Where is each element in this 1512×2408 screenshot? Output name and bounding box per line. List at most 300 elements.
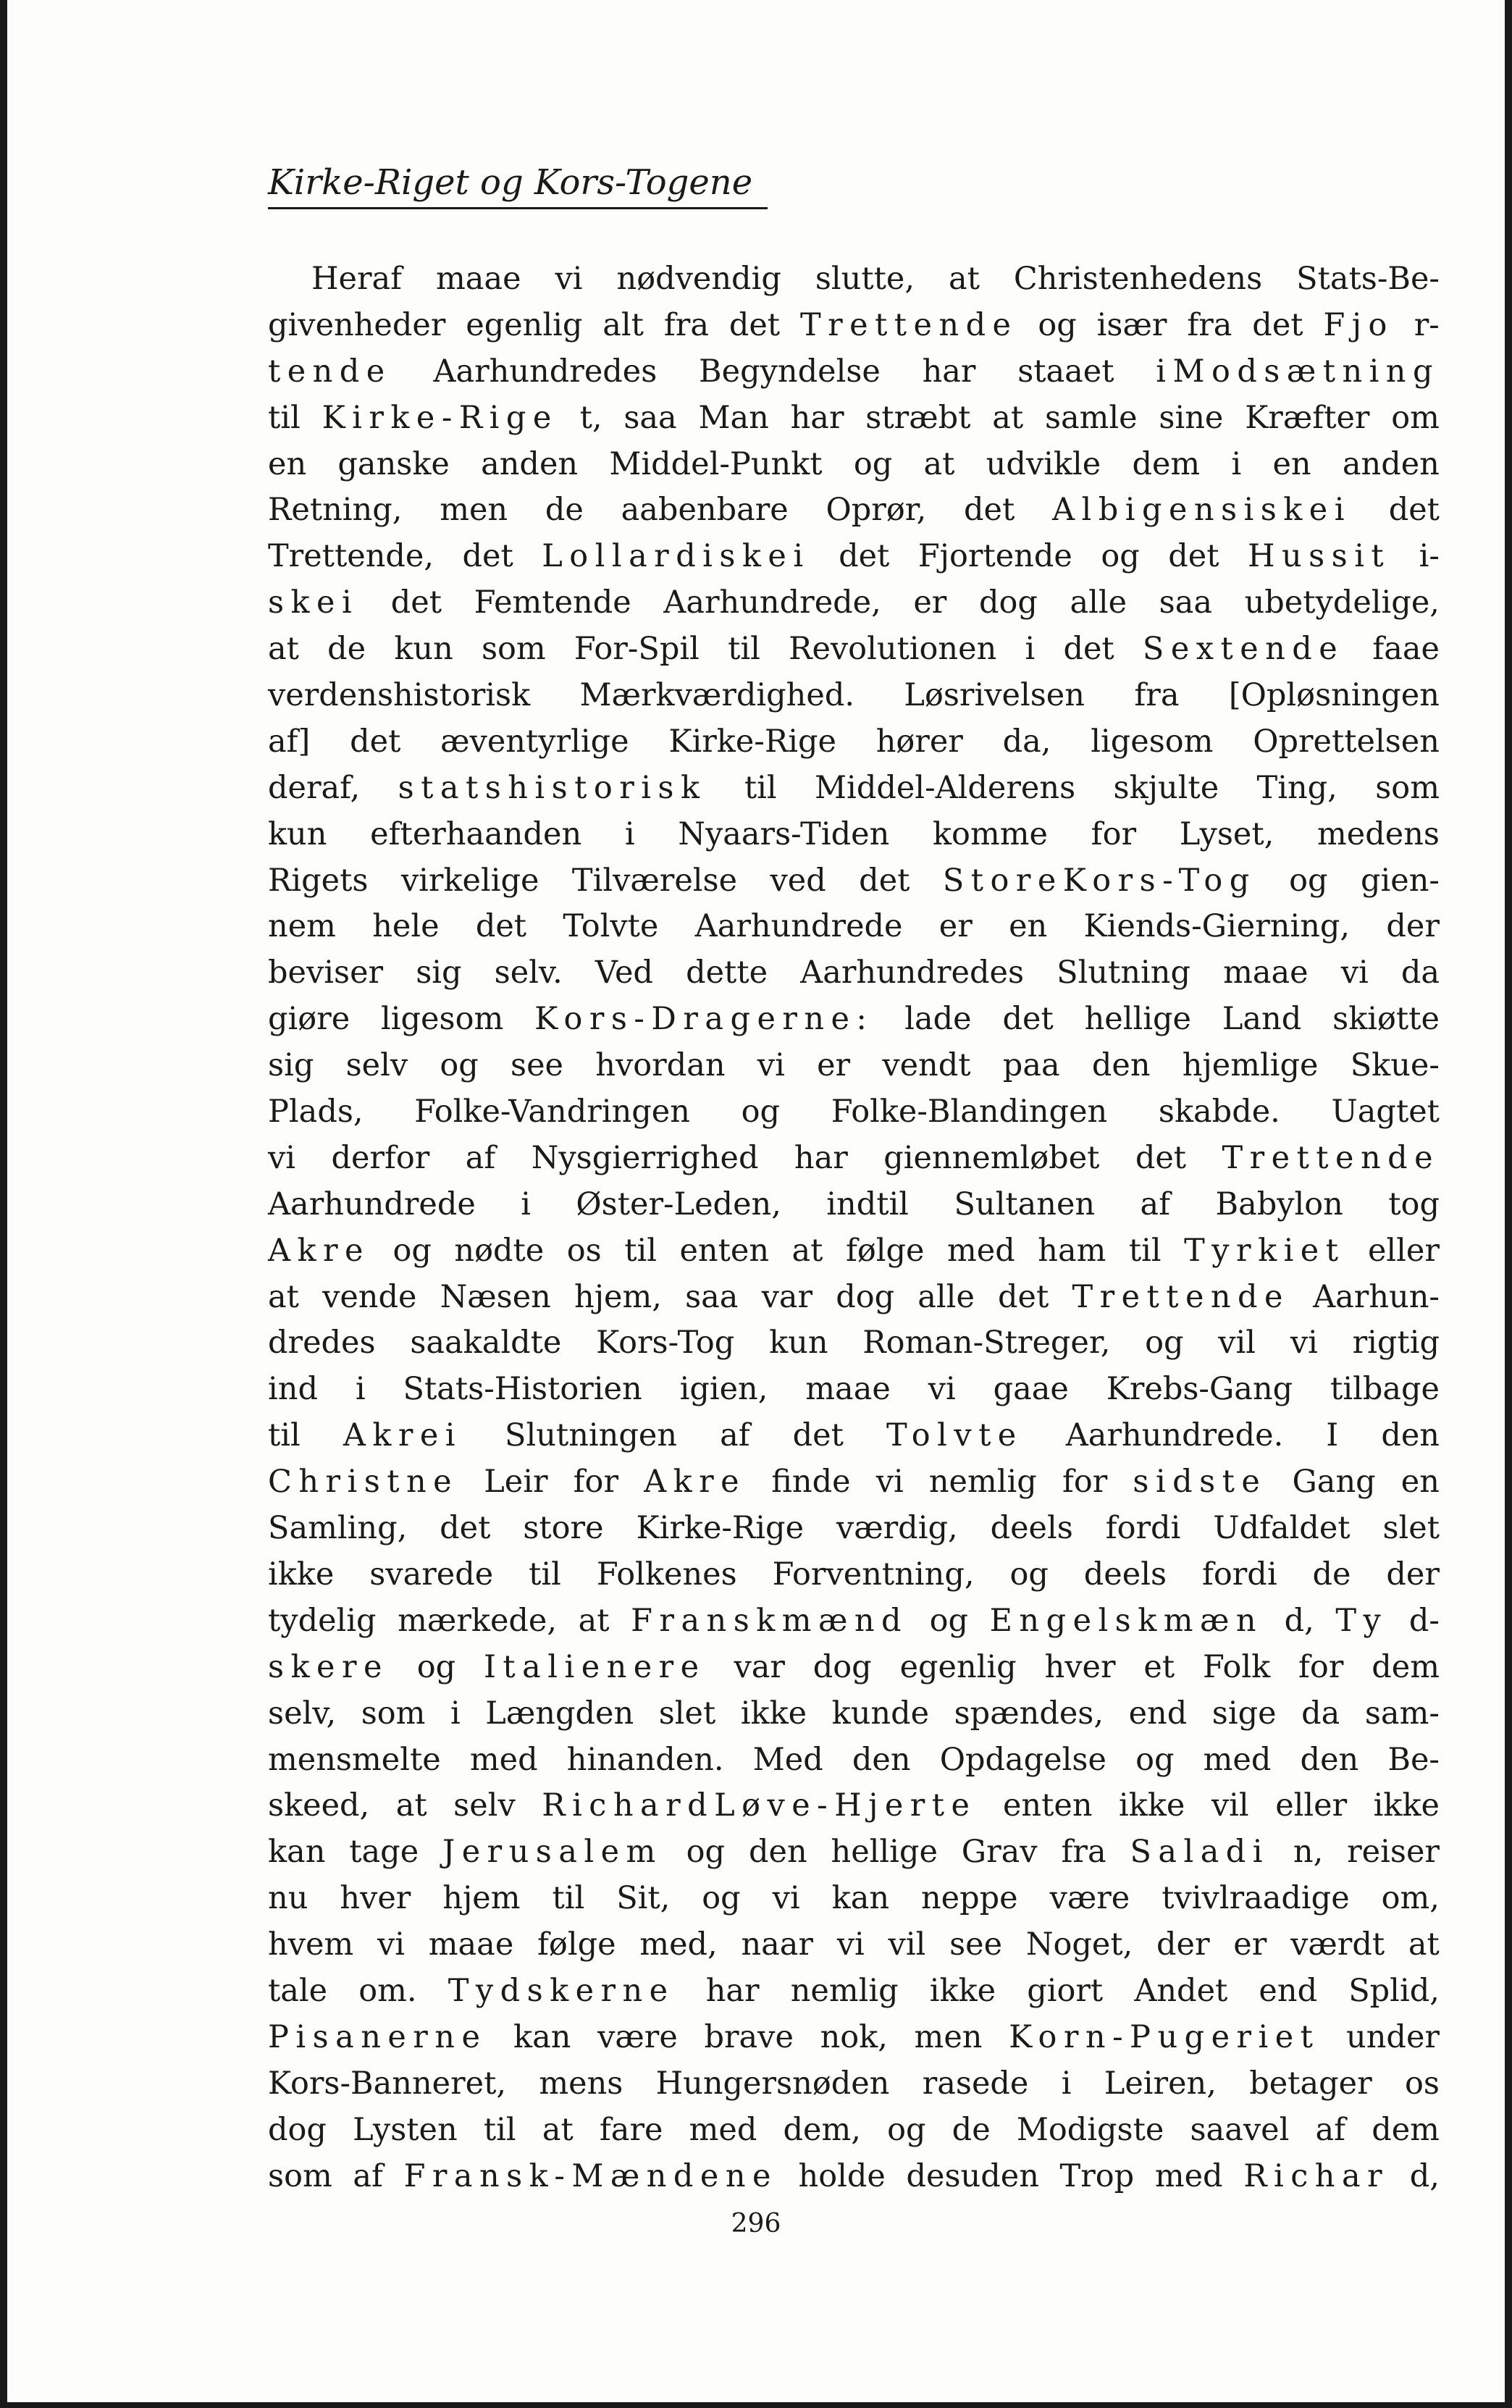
word: Sit, [616, 1880, 671, 1917]
word: Tyrkiet [1184, 1232, 1345, 1269]
text-line [268, 261, 1440, 307]
word: hvordan [595, 1047, 726, 1084]
word: fare [599, 2111, 663, 2148]
text-line [268, 1695, 1440, 1742]
word: den [1091, 1047, 1151, 1084]
word: Trettende [1222, 1139, 1440, 1176]
word: igien, [679, 1371, 768, 1408]
word: til [483, 2111, 516, 2148]
word: Udfaldet [1213, 1510, 1351, 1547]
word: Franskmænd [631, 1602, 908, 1639]
word: dredes [268, 1325, 376, 1362]
word: Grav [961, 1834, 1038, 1871]
word: Land [1222, 1001, 1302, 1038]
text-line [268, 584, 1440, 631]
word: Lollardiskei [542, 538, 810, 575]
word: Andet [1134, 1972, 1228, 2009]
word: til [268, 1417, 301, 1454]
word: Sextende [1142, 631, 1345, 668]
word: det [350, 723, 401, 760]
text-line [268, 307, 1440, 353]
word: Saladi [1130, 1834, 1269, 1871]
text-line [268, 1047, 1440, 1094]
word: sig [268, 1047, 314, 1084]
word: hjem [442, 1880, 521, 1917]
word: det [1252, 306, 1303, 343]
word: værdig, [836, 1510, 958, 1547]
word: giennemløbet [883, 1139, 1100, 1176]
word: Revolutionen [789, 631, 997, 668]
word: hele [372, 908, 440, 945]
word: hver [1044, 1648, 1116, 1685]
word: staaet [1017, 353, 1114, 390]
word: den [852, 1741, 911, 1778]
word: følge [537, 1926, 616, 1963]
word: da [1301, 1695, 1340, 1732]
word: Trettende, [268, 538, 434, 575]
word: vi [555, 261, 583, 297]
word: med [947, 1232, 1015, 1269]
word: kunde [831, 1695, 930, 1732]
word: sine [1159, 399, 1224, 436]
word: en [1272, 445, 1311, 482]
word: For-Spil [574, 631, 700, 668]
text-line [268, 1094, 1440, 1140]
word: tilbage [1330, 1371, 1440, 1408]
text-line [268, 1834, 1440, 1880]
word: det [475, 908, 527, 945]
word: og [1101, 538, 1140, 575]
text-line [268, 908, 1440, 955]
word: hellige [831, 1834, 938, 1871]
word: fra [1187, 306, 1232, 343]
word: egenlig [466, 306, 583, 343]
word: Aarhundrede, [663, 584, 881, 621]
word: og [392, 1232, 432, 1269]
word: har [705, 1972, 760, 2009]
text-line [268, 631, 1440, 677]
word: at [268, 1278, 299, 1315]
text-line [268, 1510, 1440, 1556]
word: Krebs-Gang [1106, 1371, 1293, 1408]
text-line [268, 1742, 1440, 1788]
word: om, [1381, 1880, 1440, 1917]
word: dem [1372, 2111, 1440, 2148]
text-line [268, 723, 1440, 770]
word: Be- [1387, 1741, 1440, 1778]
word: og [440, 1047, 479, 1084]
word: nødvendig [616, 261, 781, 297]
word: Plads, [268, 1094, 364, 1130]
word: af [720, 1417, 750, 1454]
word: ind [268, 1371, 318, 1408]
word: ikke [740, 1695, 807, 1732]
word: saa [623, 399, 677, 436]
word: sam- [1364, 1695, 1440, 1732]
word: Folkenes [596, 1556, 737, 1593]
word: desuden [906, 2157, 1039, 2194]
word: r- [1414, 306, 1440, 343]
text-line [268, 2112, 1440, 2158]
word: og [416, 1648, 456, 1685]
text-line [268, 677, 1440, 723]
word: kun [394, 631, 453, 668]
word: Med [752, 1741, 823, 1778]
word: alle [917, 1278, 975, 1315]
word: ligesom [381, 1001, 504, 1038]
word: Ting, [1256, 769, 1337, 806]
word: for [573, 1464, 618, 1501]
word: kan [513, 2018, 571, 2055]
word: skabde. [1158, 1094, 1280, 1130]
word: den [748, 1834, 807, 1871]
text-line [268, 1371, 1440, 1417]
word: maae [436, 261, 521, 297]
word: Slutning [1057, 955, 1190, 991]
word: og [686, 1834, 726, 1871]
word: dem [1132, 445, 1201, 482]
word: see [949, 1926, 1003, 1963]
word: ikke [1119, 1787, 1185, 1824]
word: til [728, 631, 760, 668]
word: Kiends-Gierning, [1083, 908, 1351, 945]
word: har [922, 353, 976, 390]
word: Trettende [1072, 1278, 1290, 1315]
word: Kræfter [1245, 399, 1370, 436]
text-line [268, 1556, 1440, 1603]
word: skei [268, 584, 359, 621]
word: og [1038, 306, 1077, 343]
text-line [268, 1001, 1440, 1047]
word: vende [322, 1278, 417, 1315]
word: en [1009, 908, 1048, 945]
word: alt [602, 306, 644, 343]
word: Leiren, [1104, 2065, 1217, 2102]
word: Akrei [343, 1417, 462, 1454]
word: Oprettelsen [1253, 723, 1440, 760]
word: Tolvte [886, 1417, 1023, 1454]
word: alle [1070, 584, 1127, 621]
text-line [268, 1233, 1440, 1279]
word: der [1386, 1556, 1440, 1593]
word: dem [1372, 1648, 1440, 1685]
word: vi [268, 1139, 296, 1176]
word: fordi [1105, 1510, 1181, 1547]
word: nem [268, 908, 336, 945]
word: det [792, 1417, 844, 1454]
word: Albigensiskei [1052, 492, 1351, 529]
word: Kors-Banneret, [268, 2065, 507, 2102]
word: som [481, 631, 546, 668]
word: spændes, [954, 1695, 1104, 1732]
word: tydelig [268, 1602, 377, 1639]
word: der [1386, 908, 1440, 945]
word: ham [1038, 1232, 1106, 1269]
word: rasede [922, 2065, 1029, 2102]
word: i [1025, 631, 1036, 668]
word: i [1231, 445, 1242, 482]
word: var [734, 1648, 785, 1685]
word: Kirke-Rige [322, 399, 558, 436]
word: Richar [1243, 2157, 1390, 2194]
word: maae [1223, 955, 1309, 991]
word: Tydskerne [448, 1972, 675, 2009]
word: da, [1002, 723, 1051, 760]
word: os [566, 1232, 602, 1269]
word: men [914, 2018, 983, 2055]
word: saavel [1190, 2111, 1290, 2148]
word: det [1063, 631, 1114, 668]
word: komme [933, 815, 1048, 852]
word: Aarhundrede [694, 908, 903, 945]
word: mens [539, 2065, 623, 2102]
word: statshistorisk [398, 769, 707, 806]
word: at [578, 1602, 610, 1639]
word: I [1326, 1417, 1339, 1454]
word: Aarhundredes [433, 353, 658, 390]
word: dog [812, 1648, 872, 1685]
word: tende [268, 353, 392, 390]
word: sige [1211, 1695, 1277, 1732]
word: RichardLøve-Hjerte [542, 1787, 977, 1824]
word: os [1404, 2065, 1440, 2102]
word: fordi [1201, 1556, 1277, 1593]
word: hinanden. [566, 1741, 724, 1778]
word: hver [340, 1880, 411, 1917]
word: maae [428, 1926, 514, 1963]
text-line [268, 2158, 1440, 2204]
word: Heraf [311, 261, 403, 297]
word: dog [978, 584, 1038, 621]
word: Mærkværdighed. [579, 677, 855, 714]
word: det [1168, 538, 1219, 575]
word: hjem, [574, 1278, 662, 1315]
text-line [268, 1464, 1440, 1510]
word: Stats-Be- [1296, 261, 1440, 297]
word: skjulte [1113, 769, 1219, 806]
running-head: Kirke-Riget og Kors-Togene [268, 159, 768, 209]
word: eller [1367, 1232, 1440, 1269]
word: Kors-Tog [596, 1325, 735, 1362]
word: beviser [268, 955, 384, 991]
word: Aarhundredes [800, 955, 1025, 991]
word: givenheder [268, 306, 446, 343]
word: Christenhedens [1013, 261, 1263, 297]
word: Babylon [1215, 1186, 1343, 1222]
word: t, [579, 399, 602, 436]
word: skiøtte [1332, 1001, 1440, 1038]
word: hellige [1084, 1001, 1191, 1038]
word: Gang [1292, 1464, 1376, 1501]
text-line [268, 955, 1440, 1001]
word: og [929, 1602, 968, 1639]
scan-border-left [0, 0, 7, 2408]
word: mærkede, [398, 1602, 558, 1639]
word: værdt [1290, 1926, 1385, 1963]
text-line [268, 400, 1440, 446]
word: stræbt [865, 399, 971, 436]
word: i [624, 815, 635, 852]
word: de [952, 2111, 991, 2148]
word: Kirke-Rige [636, 1510, 805, 1547]
word: Kors-Dragerne: [534, 1001, 874, 1038]
text-line [268, 2019, 1440, 2065]
word: kan [831, 1880, 890, 1917]
word: Femtende [474, 584, 631, 621]
word: Italienere [483, 1648, 706, 1685]
word: virkelige [400, 862, 539, 899]
word: enten [679, 1232, 770, 1269]
word: Aarhundrede [268, 1186, 476, 1222]
word: selv. [494, 955, 563, 991]
word: til [744, 769, 777, 806]
word: den [1381, 1417, 1440, 1454]
word: skeed, [268, 1787, 370, 1824]
word: Sultanen [954, 1186, 1096, 1222]
word: da [1400, 955, 1440, 991]
word: hjemlige [1182, 1047, 1319, 1084]
word: et [1143, 1648, 1175, 1685]
word: tog [1388, 1186, 1440, 1222]
word: nødte [454, 1232, 545, 1269]
word: fra [1061, 1834, 1106, 1871]
word: af [1315, 2111, 1346, 2148]
word: og [702, 1880, 741, 1917]
word: dog [268, 2111, 327, 2148]
word: slet [1382, 1510, 1440, 1547]
word: det [998, 1278, 1049, 1315]
word: Længden [485, 1695, 634, 1732]
word: Skue- [1350, 1047, 1440, 1084]
word: i [1061, 2065, 1072, 2102]
word: Oprør, [826, 492, 927, 529]
word: anden [1342, 445, 1440, 482]
word: vi [836, 1926, 865, 1963]
word: men [440, 492, 508, 529]
word: Christne [268, 1464, 459, 1501]
word: være [597, 2018, 678, 2055]
word: er [913, 584, 947, 621]
word: store [523, 1510, 604, 1547]
word: Forventning, [772, 1556, 975, 1593]
word: holde [798, 2157, 886, 2194]
word: hvem [268, 1926, 354, 1963]
word: Engelskmæn [989, 1602, 1263, 1639]
word: og [1289, 862, 1328, 899]
word: de [327, 631, 366, 668]
word: det [462, 538, 513, 575]
word: vi [928, 1371, 956, 1408]
text-line [268, 1649, 1440, 1695]
word: fra [1134, 677, 1180, 714]
word: Aarhundrede. [1065, 1417, 1284, 1454]
word: deels [1083, 1556, 1167, 1593]
word: Ty [1335, 1602, 1388, 1639]
word: ikke [929, 1972, 996, 2009]
word: Trettende [799, 306, 1018, 343]
word: af [1140, 1186, 1171, 1222]
word: og [1145, 1325, 1184, 1362]
word: Akre [644, 1464, 747, 1501]
word: er [817, 1047, 851, 1084]
word: med [469, 1741, 538, 1778]
word: Rigets [268, 862, 369, 899]
word: og [1009, 1556, 1049, 1593]
word: det [964, 492, 1015, 529]
word: end [1259, 1972, 1318, 2009]
word: til [1128, 1232, 1162, 1269]
word: sig [416, 955, 462, 991]
text-line [268, 1186, 1440, 1233]
word: vil [1218, 1325, 1256, 1362]
word: iModsætning [1156, 353, 1440, 390]
word: giøre [268, 1001, 350, 1038]
word: Tolvte [563, 908, 659, 945]
word: for [1062, 1464, 1108, 1501]
word: kan [268, 1834, 326, 1871]
word: ikke [268, 1556, 335, 1593]
word: dog [836, 1278, 895, 1315]
word: under [1346, 2018, 1440, 2055]
word: svarede [369, 1556, 494, 1593]
word: at [542, 2111, 574, 2148]
word: hører [875, 723, 963, 760]
word: af] [268, 723, 311, 760]
word: en [268, 445, 307, 482]
word: ubetydelige, [1244, 584, 1440, 621]
word: til [624, 1232, 657, 1269]
word: Tilværelse [571, 862, 738, 899]
word: tage [349, 1834, 419, 1871]
word: de [545, 492, 584, 529]
word: deels [990, 1510, 1073, 1547]
word: medens [1317, 815, 1440, 852]
word: Lysten [353, 2111, 458, 2148]
word: reiser [1347, 1834, 1440, 1871]
word: at [992, 399, 1024, 436]
word: var [761, 1278, 813, 1315]
word: Man [698, 399, 769, 436]
word: er [938, 908, 973, 945]
word: rigtig [1352, 1325, 1440, 1362]
word: med, [639, 1926, 718, 1963]
word: gien- [1360, 862, 1440, 899]
word: Leir [484, 1464, 548, 1501]
word: end [1128, 1695, 1188, 1732]
word: egenlig [899, 1648, 1017, 1685]
text-line [268, 1880, 1440, 1926]
text-line [268, 1279, 1440, 1325]
word: og [1135, 1741, 1175, 1778]
word: at [791, 1232, 823, 1269]
word: Pisanerne [268, 2018, 487, 2055]
word: ganske [337, 445, 450, 482]
word: vi [757, 1047, 785, 1084]
text-line [268, 770, 1440, 816]
word: at [1408, 1926, 1440, 1963]
word: med [1154, 2157, 1223, 2194]
word: skere [268, 1648, 389, 1685]
word: verdenshistorisk [268, 677, 531, 714]
word: Hungersnøden [655, 2065, 890, 2102]
text-line [268, 863, 1440, 909]
text-line [268, 1973, 1440, 2019]
text-line [268, 1603, 1440, 1649]
word: d, [1284, 1602, 1314, 1639]
word: derfor [331, 1139, 430, 1176]
word: efterhaanden [370, 815, 582, 852]
text-line [268, 1787, 1440, 1834]
